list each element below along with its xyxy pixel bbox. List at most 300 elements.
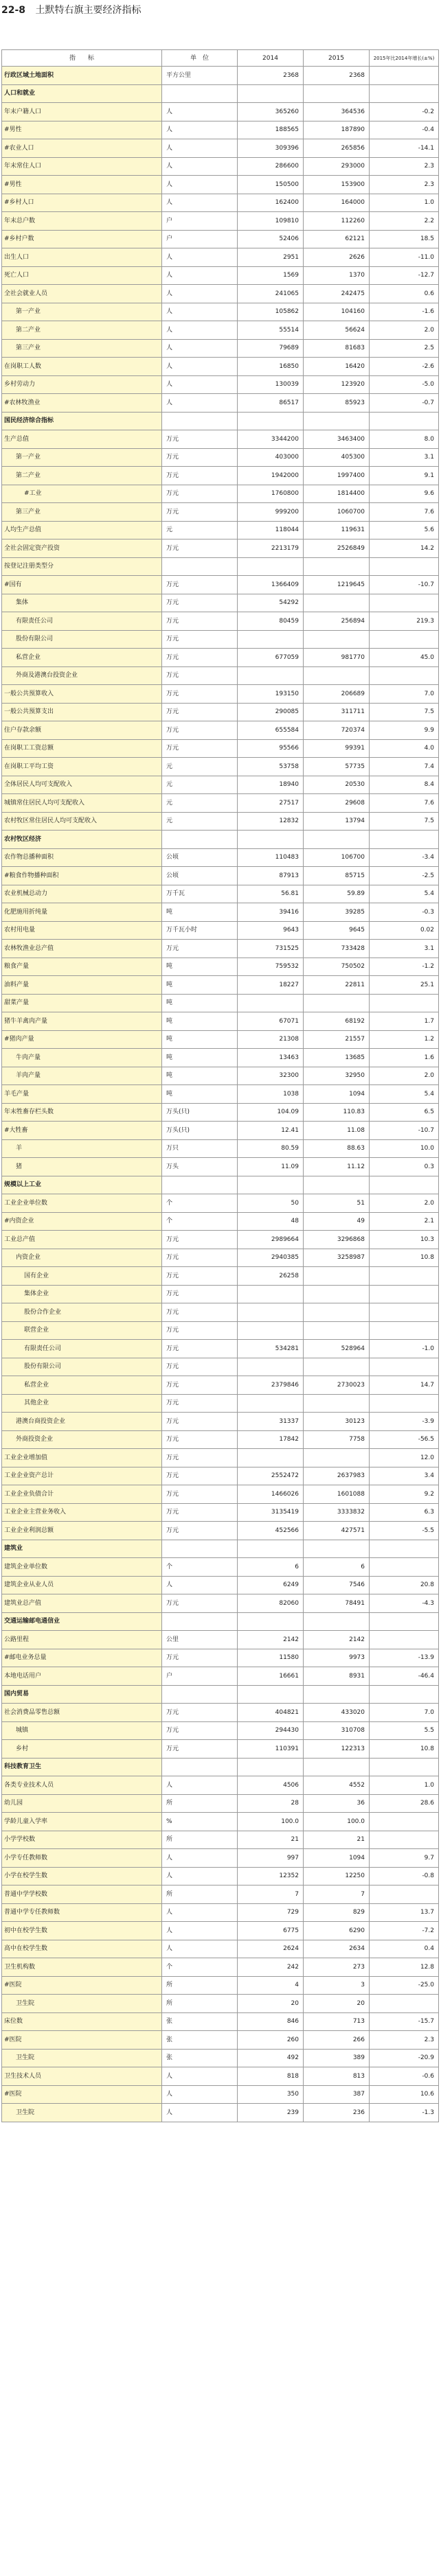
empty-cell [238, 1612, 304, 1631]
table-row [2, 2049, 439, 2067]
empty-cell [304, 84, 370, 103]
indicator-cell: 农业机械总动力 [2, 885, 162, 903]
value-2015-cell: 528964 [304, 1340, 370, 1358]
change-cell [370, 1394, 439, 1413]
unit-cell: 万元 [162, 1413, 238, 1431]
indicator-cell: 猪牛羊禽肉产量 [2, 1012, 162, 1031]
unit-cell: 元 [162, 758, 238, 776]
section-row [2, 1176, 439, 1194]
change-cell: -1.3 [370, 2104, 439, 2122]
value-2014-cell: 260 [238, 2031, 304, 2050]
indicator-cell: 建筑企业单位数 [2, 1558, 162, 1577]
value-2015-cell: 49 [304, 1212, 370, 1231]
value-2015-cell [304, 1321, 370, 1340]
value-2015-cell: 3296868 [304, 1231, 370, 1249]
unit-cell: 吨 [162, 1049, 238, 1067]
table-row [2, 1030, 439, 1049]
header-2014: 2014 [238, 50, 304, 67]
indicator-cell: 港澳台商投资企业 [2, 1413, 162, 1431]
value-2015-cell: 1094 [304, 1085, 370, 1104]
value-2015-cell: 85923 [304, 394, 370, 413]
empty-cell [304, 831, 370, 849]
change-cell: 7.6 [370, 503, 439, 522]
value-2014-cell: 290085 [238, 703, 304, 721]
value-2015-cell: 273 [304, 1958, 370, 1977]
indicator-cell: 小学在校学生数 [2, 1867, 162, 1885]
table-row [2, 248, 439, 267]
table-row [2, 1903, 439, 1922]
table-row [2, 848, 439, 867]
table-row [2, 1576, 439, 1594]
change-cell: 2.3 [370, 176, 439, 194]
value-2015-cell: 2637983 [304, 1467, 370, 1485]
change-cell: -1.2 [370, 958, 439, 976]
change-cell: -56.5 [370, 1430, 439, 1449]
value-2015-cell [304, 594, 370, 612]
value-2014-cell [238, 557, 304, 576]
unit-cell: 万元 [162, 1467, 238, 1485]
change-cell [370, 557, 439, 576]
indicator-cell: 普通中学专任教师数 [2, 1903, 162, 1922]
change-cell: 2.5 [370, 339, 439, 358]
value-2015-cell: 21557 [304, 1030, 370, 1049]
section-row [2, 1685, 439, 1704]
value-2015-cell: 123920 [304, 375, 370, 394]
change-cell: -0.3 [370, 903, 439, 922]
value-2015-cell: 68192 [304, 1012, 370, 1031]
change-cell: 2.0 [370, 321, 439, 340]
indicator-cell: 工业企业主营业务收入 [2, 1503, 162, 1522]
change-cell: -1.0 [370, 1340, 439, 1358]
change-cell [370, 1813, 439, 1831]
change-cell: 10.8 [370, 1249, 439, 1267]
indicator-cell: 第三产业 [2, 339, 162, 358]
change-cell: 7.5 [370, 812, 439, 831]
table-row [2, 1285, 439, 1303]
value-2015-cell [304, 1394, 370, 1413]
change-cell: 7.0 [370, 685, 439, 704]
table-row [2, 1813, 439, 1831]
table-row [2, 2031, 439, 2050]
empty-cell [238, 84, 304, 103]
value-2014-cell: 54292 [238, 594, 304, 612]
value-2014-cell: 677059 [238, 649, 304, 667]
indicator-cell: 第二产业 [2, 321, 162, 340]
change-cell: 2.3 [370, 2031, 439, 2050]
value-2014-cell: 2379846 [238, 1376, 304, 1395]
value-2014-cell: 20 [238, 1995, 304, 2013]
value-2014-cell: 55514 [238, 321, 304, 340]
value-2014-cell: 21308 [238, 1030, 304, 1049]
empty-cell [370, 831, 439, 849]
value-2015-cell: 750502 [304, 958, 370, 976]
value-2014-cell: 28 [238, 1794, 304, 1813]
value-2015-cell: 122313 [304, 1740, 370, 1759]
unit-cell: 万元 [162, 1740, 238, 1759]
value-2014-cell: 53758 [238, 758, 304, 776]
change-cell: 5.4 [370, 1085, 439, 1104]
change-cell: 5.4 [370, 885, 439, 903]
value-2015-cell: 22811 [304, 976, 370, 995]
table-row [2, 630, 439, 649]
unit-cell: 万元 [162, 1522, 238, 1540]
change-cell [370, 1303, 439, 1322]
table-title: 土默特右旗主要经济指标 [35, 5, 142, 16]
unit-cell: 万元 [162, 1267, 238, 1286]
unit-cell: 万元 [162, 539, 238, 558]
value-2015-cell: 8931 [304, 1667, 370, 1686]
empty-cell [370, 1540, 439, 1558]
value-2014-cell: 50 [238, 1194, 304, 1213]
change-cell: 0.4 [370, 1940, 439, 1958]
value-2015-cell: 4552 [304, 1776, 370, 1795]
unit-cell: 万头(只) [162, 1103, 238, 1122]
change-cell: 13.7 [370, 1903, 439, 1922]
change-cell: -7.2 [370, 1922, 439, 1940]
unit-cell: 张 [162, 2012, 238, 2031]
value-2014-cell: 655584 [238, 721, 304, 740]
indicator-cell: 全社会固定资产投资 [2, 539, 162, 558]
value-2014-cell: 294430 [238, 1721, 304, 1740]
section-title: 规模以上工业 [2, 1176, 162, 1194]
unit-cell: 万元 [162, 649, 238, 667]
unit-cell: 万元 [162, 430, 238, 449]
indicator-cell: #农林牧渔业 [2, 394, 162, 413]
unit-cell: 所 [162, 1831, 238, 1849]
indicator-cell: 行政区域土地面积 [2, 67, 162, 85]
indicator-cell: #医院 [2, 2031, 162, 2050]
value-2015-cell: 405300 [304, 448, 370, 467]
indicator-cell: 股份合作企业 [2, 1303, 162, 1322]
indicator-cell: 高中在校学生数 [2, 1940, 162, 1958]
indicator-cell: 联营企业 [2, 1321, 162, 1340]
value-2014-cell: 729 [238, 1903, 304, 1922]
unit-cell: 所 [162, 1794, 238, 1813]
value-2014-cell: 110483 [238, 848, 304, 867]
unit-cell: 万元 [162, 1449, 238, 1467]
table-row [2, 285, 439, 303]
value-2014-cell: 18227 [238, 976, 304, 995]
table-row [2, 1704, 439, 1722]
value-2014-cell: 11580 [238, 1649, 304, 1667]
value-2014-cell: 2951 [238, 248, 304, 267]
table-row [2, 230, 439, 248]
table-row [2, 1995, 439, 2013]
change-cell: 10.6 [370, 2085, 439, 2104]
value-2015-cell: 11.12 [304, 1158, 370, 1176]
table-row [2, 194, 439, 212]
table-row [2, 921, 439, 940]
unit-cell: 人 [162, 194, 238, 212]
indicator-cell: 股份有限公司 [2, 1358, 162, 1376]
indicator-cell: 外商投资企业 [2, 1430, 162, 1449]
table-row [2, 1321, 439, 1340]
table-row [2, 539, 439, 558]
change-cell: -2.5 [370, 867, 439, 885]
unit-cell: 万元 [162, 612, 238, 631]
table-row [2, 1012, 439, 1031]
value-2015-cell: 78491 [304, 1594, 370, 1613]
change-cell: 45.0 [370, 649, 439, 667]
change-cell: 12.8 [370, 1958, 439, 1977]
value-2014-cell: 80459 [238, 612, 304, 631]
indicator-cell: #粮食作物播种面积 [2, 867, 162, 885]
indicator-cell: 年末牲畜存栏头数 [2, 1103, 162, 1122]
section-row [2, 412, 439, 430]
value-2015-cell: 720374 [304, 721, 370, 740]
unit-cell: 个 [162, 1558, 238, 1577]
empty-cell [162, 1685, 238, 1704]
value-2015-cell [304, 994, 370, 1012]
value-2015-cell: 106700 [304, 848, 370, 867]
value-2015-cell: 153900 [304, 176, 370, 194]
value-2015-cell [304, 1267, 370, 1286]
change-cell: 0.6 [370, 285, 439, 303]
value-2015-cell: 6290 [304, 1922, 370, 1940]
unit-cell: 万元 [162, 940, 238, 958]
empty-cell [370, 1612, 439, 1631]
table-row [2, 1958, 439, 1977]
value-2014-cell [238, 1449, 304, 1467]
unit-cell: 吨 [162, 1012, 238, 1031]
unit-cell: 万元 [162, 1721, 238, 1740]
table-row [2, 1430, 439, 1449]
table-header-row [2, 50, 439, 67]
indicator-cell: 年末户籍人口 [2, 103, 162, 121]
empty-cell [162, 1612, 238, 1631]
value-2014-cell: 11.09 [238, 1158, 304, 1176]
table-row [2, 1231, 439, 1249]
unit-cell: 万元 [162, 1340, 238, 1358]
value-2014-cell: 403000 [238, 448, 304, 467]
value-2014-cell: 18940 [238, 776, 304, 794]
empty-cell [238, 831, 304, 849]
change-cell [370, 594, 439, 612]
unit-cell: 万元 [162, 576, 238, 594]
indicator-cell: 卫生院 [2, 2104, 162, 2122]
unit-cell: 吨 [162, 958, 238, 976]
value-2014-cell: 48 [238, 1212, 304, 1231]
table-row [2, 1503, 439, 1522]
table-row [2, 1776, 439, 1795]
change-cell: -15.7 [370, 2012, 439, 2031]
table-row [2, 266, 439, 285]
change-cell: 9.9 [370, 721, 439, 740]
value-2014-cell: 2989664 [238, 1231, 304, 1249]
value-2015-cell: 981770 [304, 649, 370, 667]
unit-cell: 万元 [162, 1704, 238, 1722]
table-row [2, 2067, 439, 2086]
value-2014-cell: 21 [238, 1831, 304, 1849]
empty-cell [370, 1685, 439, 1704]
unit-cell: 人 [162, 321, 238, 340]
indicator-cell: 股份有限公司 [2, 630, 162, 649]
table-row [2, 1212, 439, 1231]
empty-cell [304, 1540, 370, 1558]
change-cell [370, 994, 439, 1012]
indicator-cell: 按登记注册类型分 [2, 557, 162, 576]
value-2014-cell: 86517 [238, 394, 304, 413]
empty-cell [162, 412, 238, 430]
table-row [2, 649, 439, 667]
unit-cell: 万元 [162, 1503, 238, 1522]
indicator-cell: #乡村人口 [2, 194, 162, 212]
unit-cell: 万元 [162, 1358, 238, 1376]
unit-cell: 吨 [162, 1030, 238, 1049]
table-row [2, 557, 439, 576]
table-row [2, 1049, 439, 1067]
value-2015-cell: 7546 [304, 1576, 370, 1594]
value-2015-cell: 206689 [304, 685, 370, 704]
unit-cell: 万元 [162, 1285, 238, 1303]
change-cell: 9.1 [370, 467, 439, 485]
empty-cell [162, 1176, 238, 1194]
value-2015-cell: 16420 [304, 358, 370, 376]
indicator-cell: 集体企业 [2, 1285, 162, 1303]
indicator-cell: 工业总产值 [2, 1231, 162, 1249]
change-cell [370, 1321, 439, 1340]
indicator-cell: 本地电话用户 [2, 1667, 162, 1686]
value-2015-cell: 3463400 [304, 430, 370, 449]
change-cell: 7.5 [370, 703, 439, 721]
value-2015-cell [304, 1449, 370, 1467]
table-row [2, 685, 439, 704]
value-2015-cell: 59.89 [304, 885, 370, 903]
value-2014-cell: 731525 [238, 940, 304, 958]
unit-cell: 公顷 [162, 848, 238, 867]
indicator-cell: 幼儿园 [2, 1794, 162, 1813]
unit-cell: 吨 [162, 1067, 238, 1085]
value-2015-cell: 1997400 [304, 467, 370, 485]
indicator-cell: 工业企业资产总计 [2, 1467, 162, 1485]
indicator-cell: #医院 [2, 1976, 162, 1995]
table-row [2, 521, 439, 539]
value-2015-cell: 266 [304, 2031, 370, 2050]
table-row [2, 1085, 439, 1104]
value-2015-cell: 6 [304, 1558, 370, 1577]
value-2014-cell: 6775 [238, 1922, 304, 1940]
indicator-cell: 工业企业单位数 [2, 1194, 162, 1213]
change-cell: 25.1 [370, 976, 439, 995]
change-cell: 2.0 [370, 1067, 439, 1085]
value-2014-cell: 846 [238, 2012, 304, 2031]
unit-cell: 万元 [162, 1394, 238, 1413]
value-2015-cell: 20 [304, 1995, 370, 2013]
indicator-cell: 私营企业 [2, 649, 162, 667]
table-row [2, 1976, 439, 1995]
table-row [2, 1467, 439, 1485]
indicator-cell: #工业 [2, 485, 162, 503]
change-cell: -5.0 [370, 375, 439, 394]
value-2015-cell: 2526849 [304, 539, 370, 558]
indicator-cell: 羊 [2, 1139, 162, 1158]
table-row [2, 1594, 439, 1613]
value-2015-cell: 112260 [304, 212, 370, 231]
table-row [2, 212, 439, 231]
change-cell: 6.3 [370, 1503, 439, 1522]
value-2014-cell: 31337 [238, 1413, 304, 1431]
table-row [2, 139, 439, 158]
table-row [2, 812, 439, 831]
value-2014-cell: 452566 [238, 1522, 304, 1540]
change-cell: -0.4 [370, 121, 439, 139]
value-2015-cell: 99391 [304, 739, 370, 758]
unit-cell: 万千瓦 [162, 885, 238, 903]
unit-cell: 吨 [162, 1085, 238, 1104]
value-2014-cell: 100.0 [238, 1813, 304, 1831]
change-cell: 1.6 [370, 1049, 439, 1067]
value-2014-cell [238, 1285, 304, 1303]
value-2015-cell: 1219645 [304, 576, 370, 594]
value-2014-cell: 95566 [238, 739, 304, 758]
change-cell: 28.6 [370, 1794, 439, 1813]
table-row [2, 1103, 439, 1122]
unit-cell: 人 [162, 2104, 238, 2122]
value-2014-cell [238, 1394, 304, 1413]
change-cell: 2.1 [370, 1212, 439, 1231]
unit-cell: 元 [162, 794, 238, 813]
empty-cell [370, 1176, 439, 1194]
unit-cell: 元 [162, 776, 238, 794]
change-cell: 5.5 [370, 1721, 439, 1740]
change-cell [370, 1831, 439, 1849]
unit-cell: 张 [162, 2049, 238, 2067]
indicator-cell: 羊毛产量 [2, 1085, 162, 1104]
unit-cell: 元 [162, 812, 238, 831]
indicator-cell: 国有企业 [2, 1267, 162, 1286]
indicator-cell: 年末总户数 [2, 212, 162, 231]
value-2015-cell: 389 [304, 2049, 370, 2067]
indicator-cell: 卫生院 [2, 1995, 162, 2013]
value-2015-cell: 364536 [304, 103, 370, 121]
change-cell: 4.0 [370, 739, 439, 758]
value-2014-cell: 2368 [238, 67, 304, 85]
indicator-cell: #乡村户数 [2, 230, 162, 248]
indicator-cell: 粮食产量 [2, 958, 162, 976]
unit-cell: 吨 [162, 903, 238, 922]
change-cell: -11.0 [370, 248, 439, 267]
value-2014-cell: 7 [238, 1885, 304, 1904]
unit-cell: 万元 [162, 467, 238, 485]
value-2015-cell: 242475 [304, 285, 370, 303]
indicator-cell: 建筑企业从业人员 [2, 1576, 162, 1594]
unit-cell: 所 [162, 1885, 238, 1904]
value-2014-cell [238, 1321, 304, 1340]
change-cell: 14.2 [370, 539, 439, 558]
indicator-cell: 内资企业 [2, 1249, 162, 1267]
table-row [2, 121, 439, 139]
value-2015-cell [304, 666, 370, 685]
indicator-cell: 学龄儿童入学率 [2, 1813, 162, 1831]
table-row [2, 940, 439, 958]
value-2014-cell: 239 [238, 2104, 304, 2122]
value-2014-cell: 241065 [238, 285, 304, 303]
value-2015-cell: 3258987 [304, 1249, 370, 1267]
change-cell: -10.7 [370, 576, 439, 594]
table-row [2, 594, 439, 612]
value-2015-cell: 265856 [304, 139, 370, 158]
value-2015-cell: 3 [304, 1976, 370, 1995]
section-row [2, 1540, 439, 1558]
indicator-cell: 小学专任教师数 [2, 1849, 162, 1868]
unit-cell [162, 557, 238, 576]
value-2014-cell: 188565 [238, 121, 304, 139]
empty-cell [238, 1685, 304, 1704]
table-row [2, 1267, 439, 1286]
value-2015-cell: 81683 [304, 339, 370, 358]
table-row [2, 776, 439, 794]
change-cell: 1.0 [370, 194, 439, 212]
